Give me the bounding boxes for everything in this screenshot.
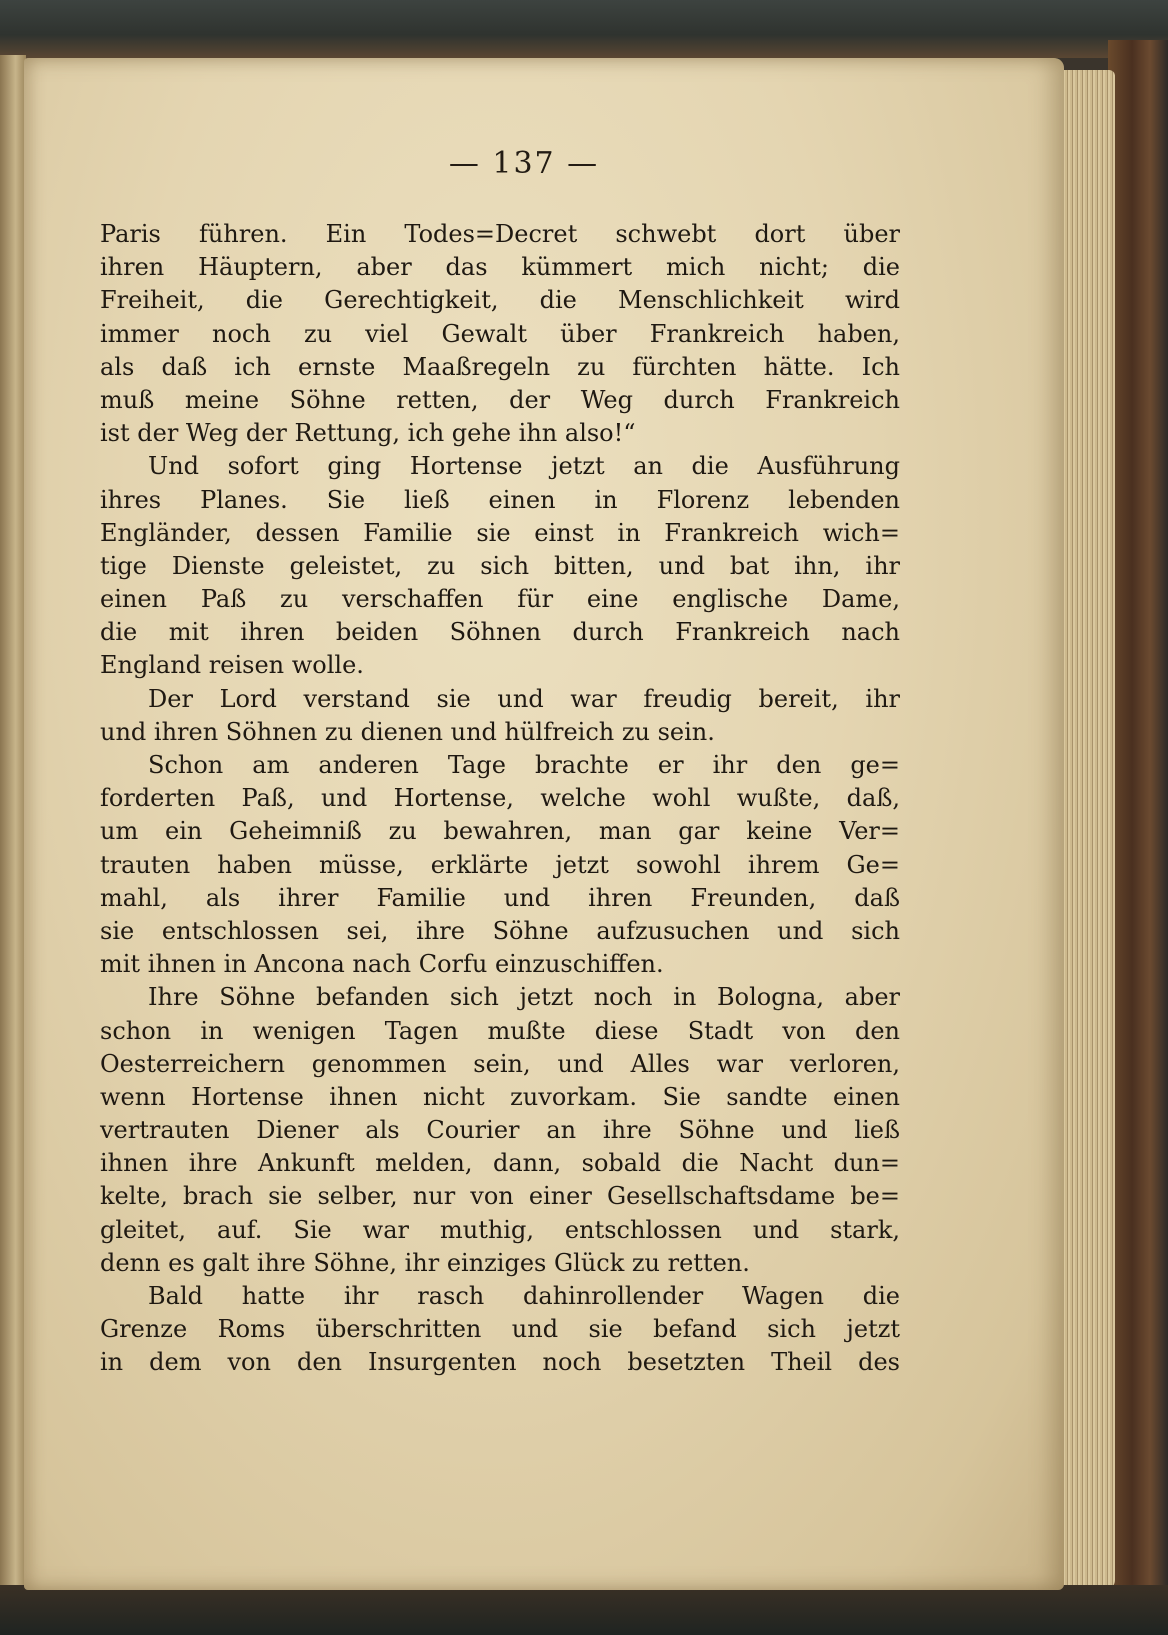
text-line: forderten Paß, und Hortense, welche wohl wußte, daß, xyxy=(100,784,900,813)
facing-page-edge xyxy=(0,55,26,1590)
text-line: einen Paß zu verschaffen für eine englische Dame, xyxy=(100,585,900,614)
text-line: England reisen wolle. xyxy=(100,651,364,680)
text-line: Schon am anderen Tage brachte er ihr den ge= xyxy=(148,751,900,779)
text-line: die mit ihren beiden Söhnen durch Frankreich nach xyxy=(100,618,900,647)
text-line: trauten haben müsse, erklärte jetzt sowohl ihrem Ge= xyxy=(100,850,900,879)
text-line: ihnen ihre Ankunft melden, dann, sobald die Nacht dun= xyxy=(100,1149,900,1178)
text-line: Engländer, dessen Familie sie einst in Frankreich wich= xyxy=(100,518,900,547)
text-line: ist der Weg der Rettung, ich gehe ihn also!“ xyxy=(100,419,636,448)
text-line: gleitet, auf. Sie war muthig, entschlossen und stark, xyxy=(100,1215,900,1244)
text-line: ihres Planes. Sie ließ einen in Florenz lebenden xyxy=(100,485,900,514)
text-line: Und sofort ging Hortense jetzt an die Ausführung xyxy=(148,452,900,481)
text-line: Freiheit, die Gerechtigkeit, die Menschlichkeit wird xyxy=(100,286,900,315)
text-line: Der Lord verstand sie und war freudig bereit, ihr xyxy=(148,684,900,713)
page-number: — 137 — xyxy=(448,146,600,181)
bottom-edge xyxy=(0,1585,1168,1635)
text-line: tige Dienste geleistet, zu sich bitten, und bat ihn, ihr xyxy=(100,551,900,580)
text-line: Ihre Söhne befanden sich jetzt noch in Bologna, aber xyxy=(148,983,900,1012)
book-cover-edge xyxy=(1108,40,1168,1600)
text-line: wenn Hortense ihnen nicht zuvorkam. Sie sandte einen xyxy=(100,1082,900,1111)
text-line: Grenze Roms überschritten und sie befand sich jetzt xyxy=(100,1315,900,1344)
text-line: Paris führen. Ein Todes=Decret schwebt dort über xyxy=(100,220,900,248)
text-line: schon in wenigen Tagen mußte diese Stadt von den xyxy=(100,1016,900,1045)
body-text xyxy=(100,218,900,1380)
text-line: Oesterreichern genommen sein, und Alles war verloren, xyxy=(100,1049,900,1078)
text-line: ihren Häuptern, aber das kümmert mich nicht; die xyxy=(100,253,900,282)
top-edge xyxy=(0,0,1168,58)
text-line: vertrauten Diener als Courier an ihre Söhne und ließ xyxy=(100,1116,900,1145)
text-line: sie entschlossen sei, ihre Söhne aufzusuchen und sich xyxy=(100,916,900,945)
text-line: in dem von den Insurgenten noch besetzten Theil des xyxy=(100,1348,900,1377)
text-line: denn es galt ihre Söhne, ihr einziges Glück zu retten. xyxy=(100,1248,750,1277)
text-line: muß meine Söhne retten, der Weg durch Frankreich xyxy=(100,385,900,414)
text-line: kelte, brach sie selber, nur von einer Gesellschaftsdame be= xyxy=(100,1182,900,1211)
text-line: immer noch zu viel Gewalt über Frankreich haben, xyxy=(100,319,900,348)
text-line: mit ihnen in Ancona nach Corfu einzuschiffen. xyxy=(100,950,664,979)
book-page xyxy=(24,58,1064,1590)
text-line: als daß ich ernste Maaßregeln zu fürchten hätte. Ich xyxy=(100,352,900,381)
text-line: Bald hatte ihr rasch dahinrollender Wagen die xyxy=(148,1282,900,1310)
text-line: und ihren Söhnen zu dienen und hülfreich zu sein. xyxy=(100,717,715,746)
page-stack-edge xyxy=(1055,70,1115,1590)
text-line: um ein Geheimniß zu bewahren, man gar keine Ver= xyxy=(100,817,900,846)
text-line: mahl, als ihrer Familie und ihren Freunden, daß xyxy=(100,883,900,912)
